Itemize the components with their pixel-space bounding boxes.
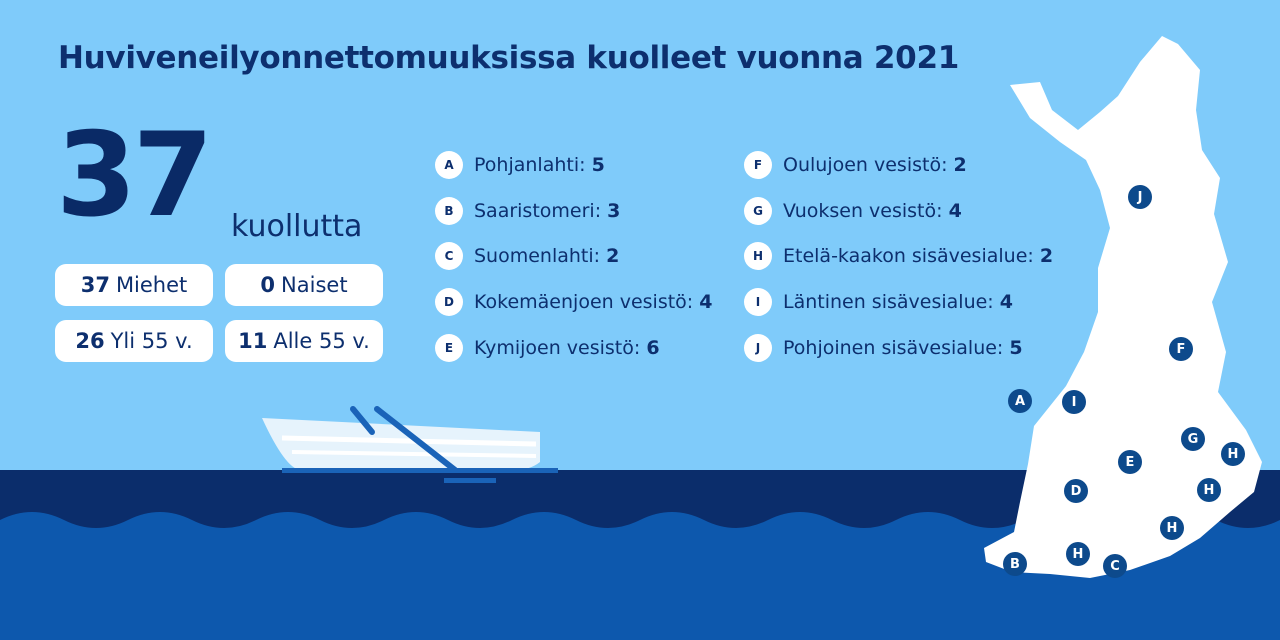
stat-label: Naiset [281, 273, 348, 297]
region-badge: B [435, 197, 463, 225]
legend-label [474, 245, 619, 267]
legend-label [474, 291, 712, 313]
stat-label: Alle 55 v. [273, 329, 370, 353]
region-count: 2 [953, 154, 967, 176]
map-marker-f: F [1169, 337, 1193, 361]
legend-label [783, 154, 967, 176]
page-title: Huviveneilyonnettomuuksissa kuolleet vuonna 2021 [58, 40, 959, 76]
region-name: Suomenlahti: [474, 245, 601, 267]
legend-item-d [435, 287, 712, 317]
legend-item-h [744, 241, 1053, 271]
stat-pill-over-55 [55, 320, 213, 362]
stat-pill-men [55, 264, 213, 306]
stat-value: 37 [80, 273, 110, 297]
region-badge: H [744, 242, 772, 270]
legend-item-i [744, 287, 1013, 317]
stat-value: 0 [260, 273, 276, 297]
region-badge: F [744, 151, 772, 179]
stat-value: 26 [75, 329, 105, 353]
legend-label [474, 154, 605, 176]
map-marker-h: H [1221, 442, 1245, 466]
map-marker-h: H [1160, 516, 1184, 540]
region-count: 4 [699, 291, 713, 313]
region-count: 4 [948, 200, 962, 222]
stat-label: Yli 55 v. [110, 329, 193, 353]
map-marker-h: H [1066, 542, 1090, 566]
rowboat-illustration [262, 409, 558, 483]
finland-map [984, 36, 1262, 578]
stat-value: 11 [238, 329, 268, 353]
total-deaths-number: 37 [56, 108, 210, 243]
legend-label [474, 337, 660, 359]
region-count: 5 [1009, 337, 1023, 359]
legend-item-a [435, 150, 605, 180]
map-marker-g: G [1181, 427, 1205, 451]
region-badge: D [435, 288, 463, 316]
region-badge: I [744, 288, 772, 316]
legend-item-e [435, 333, 660, 363]
region-name: Pohjoinen sisävesialue: [783, 337, 1004, 359]
region-badge: G [744, 197, 772, 225]
region-badge: C [435, 242, 463, 270]
legend-item-c [435, 241, 619, 271]
map-marker-i: I [1062, 390, 1086, 414]
legend-label [474, 200, 620, 222]
legend-label [783, 200, 962, 222]
region-name: Etelä-kaakon sisävesialue: [783, 245, 1034, 267]
map-marker-c: C [1103, 554, 1127, 578]
region-count: 4 [999, 291, 1013, 313]
region-count: 2 [606, 245, 620, 267]
legend-label [783, 291, 1013, 313]
region-badge: A [435, 151, 463, 179]
legend-item-f [744, 150, 967, 180]
region-name: Kymijoen vesistö: [474, 337, 641, 359]
map-marker-j: J [1128, 185, 1152, 209]
stat-pill-women [225, 264, 383, 306]
stat-pill-under-55 [225, 320, 383, 362]
region-count: 5 [591, 154, 605, 176]
region-count: 6 [646, 337, 660, 359]
region-count: 2 [1039, 245, 1054, 267]
map-marker-a: A [1008, 389, 1032, 413]
region-badge: J [744, 334, 772, 362]
stat-label: Miehet [115, 273, 188, 297]
map-marker-b: B [1003, 552, 1027, 576]
region-name: Läntinen sisävesialue: [783, 291, 994, 313]
region-name: Kokemäenjoen vesistö: [474, 291, 694, 313]
region-name: Pohjanlahti: [474, 154, 586, 176]
region-name: Oulujoen vesistö: [783, 154, 948, 176]
map-marker-e: E [1118, 450, 1142, 474]
map-marker-d: D [1064, 479, 1088, 503]
legend-item-b [435, 196, 620, 226]
region-name: Saaristomeri: [474, 200, 602, 222]
legend-item-j [744, 333, 1023, 363]
legend-item-g [744, 196, 962, 226]
region-name: Vuoksen vesistö: [783, 200, 943, 222]
total-deaths-unit: kuollutta [231, 209, 363, 244]
region-count: 3 [607, 200, 621, 222]
region-badge: E [435, 334, 463, 362]
map-marker-h: H [1197, 478, 1221, 502]
legend-label [783, 245, 1053, 267]
legend-label [783, 337, 1023, 359]
